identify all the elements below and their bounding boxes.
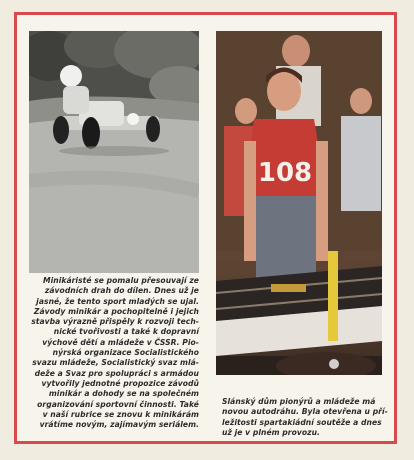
caption-line: už je v plném provozu. (222, 427, 320, 437)
left-caption (31, 276, 199, 430)
caption-line: v naší rubrice se znovu k minikárám (42, 409, 199, 419)
caption-line: minikár a dohody se na společném (48, 389, 199, 399)
caption-line: Minikáristé se pomalu přesouvají ze (42, 276, 199, 285)
caption-line: jasné, že tento sport mladých se ujal. (36, 296, 199, 306)
caption-line: nýrská organizace Socialistického (52, 348, 199, 358)
caption-line: závodních drah do dílen. Dnes už je (44, 286, 199, 296)
autodraha-photo (216, 31, 382, 375)
caption-line: stavba výrazně přispěly k rozvoji tech- (31, 317, 199, 327)
minikart-photo (29, 31, 199, 273)
caption-line: nické tvořivosti a také k dopravní (53, 327, 199, 337)
right-caption (222, 397, 388, 438)
caption-line: vytvořily jednotné propozice závodů (41, 378, 199, 388)
caption-line: vrátíme novým, zajímavým seriálem. (39, 420, 199, 430)
caption-line: organizování sportovní činnosti. Také (37, 399, 199, 409)
caption-line: svazu mládeže, Socialistický svaz mlá- (32, 358, 199, 368)
caption-line: ležitosti spartakiádní soutěže a dnes (222, 417, 382, 427)
caption-line: Závody minikár a pochopitelně i jejich (33, 306, 199, 316)
caption-line: Slánský dům pionýrů a mládeže má (222, 397, 376, 406)
caption-line: deže a Svaz pro spolupráci s armádou (34, 368, 199, 378)
race-number: 108 (257, 158, 313, 188)
caption-line: výchově dětí a mládeže v ČSSR. Pio- (42, 337, 199, 347)
caption-line: novou autodráhu. Byla otevřena u pří- (222, 407, 388, 417)
